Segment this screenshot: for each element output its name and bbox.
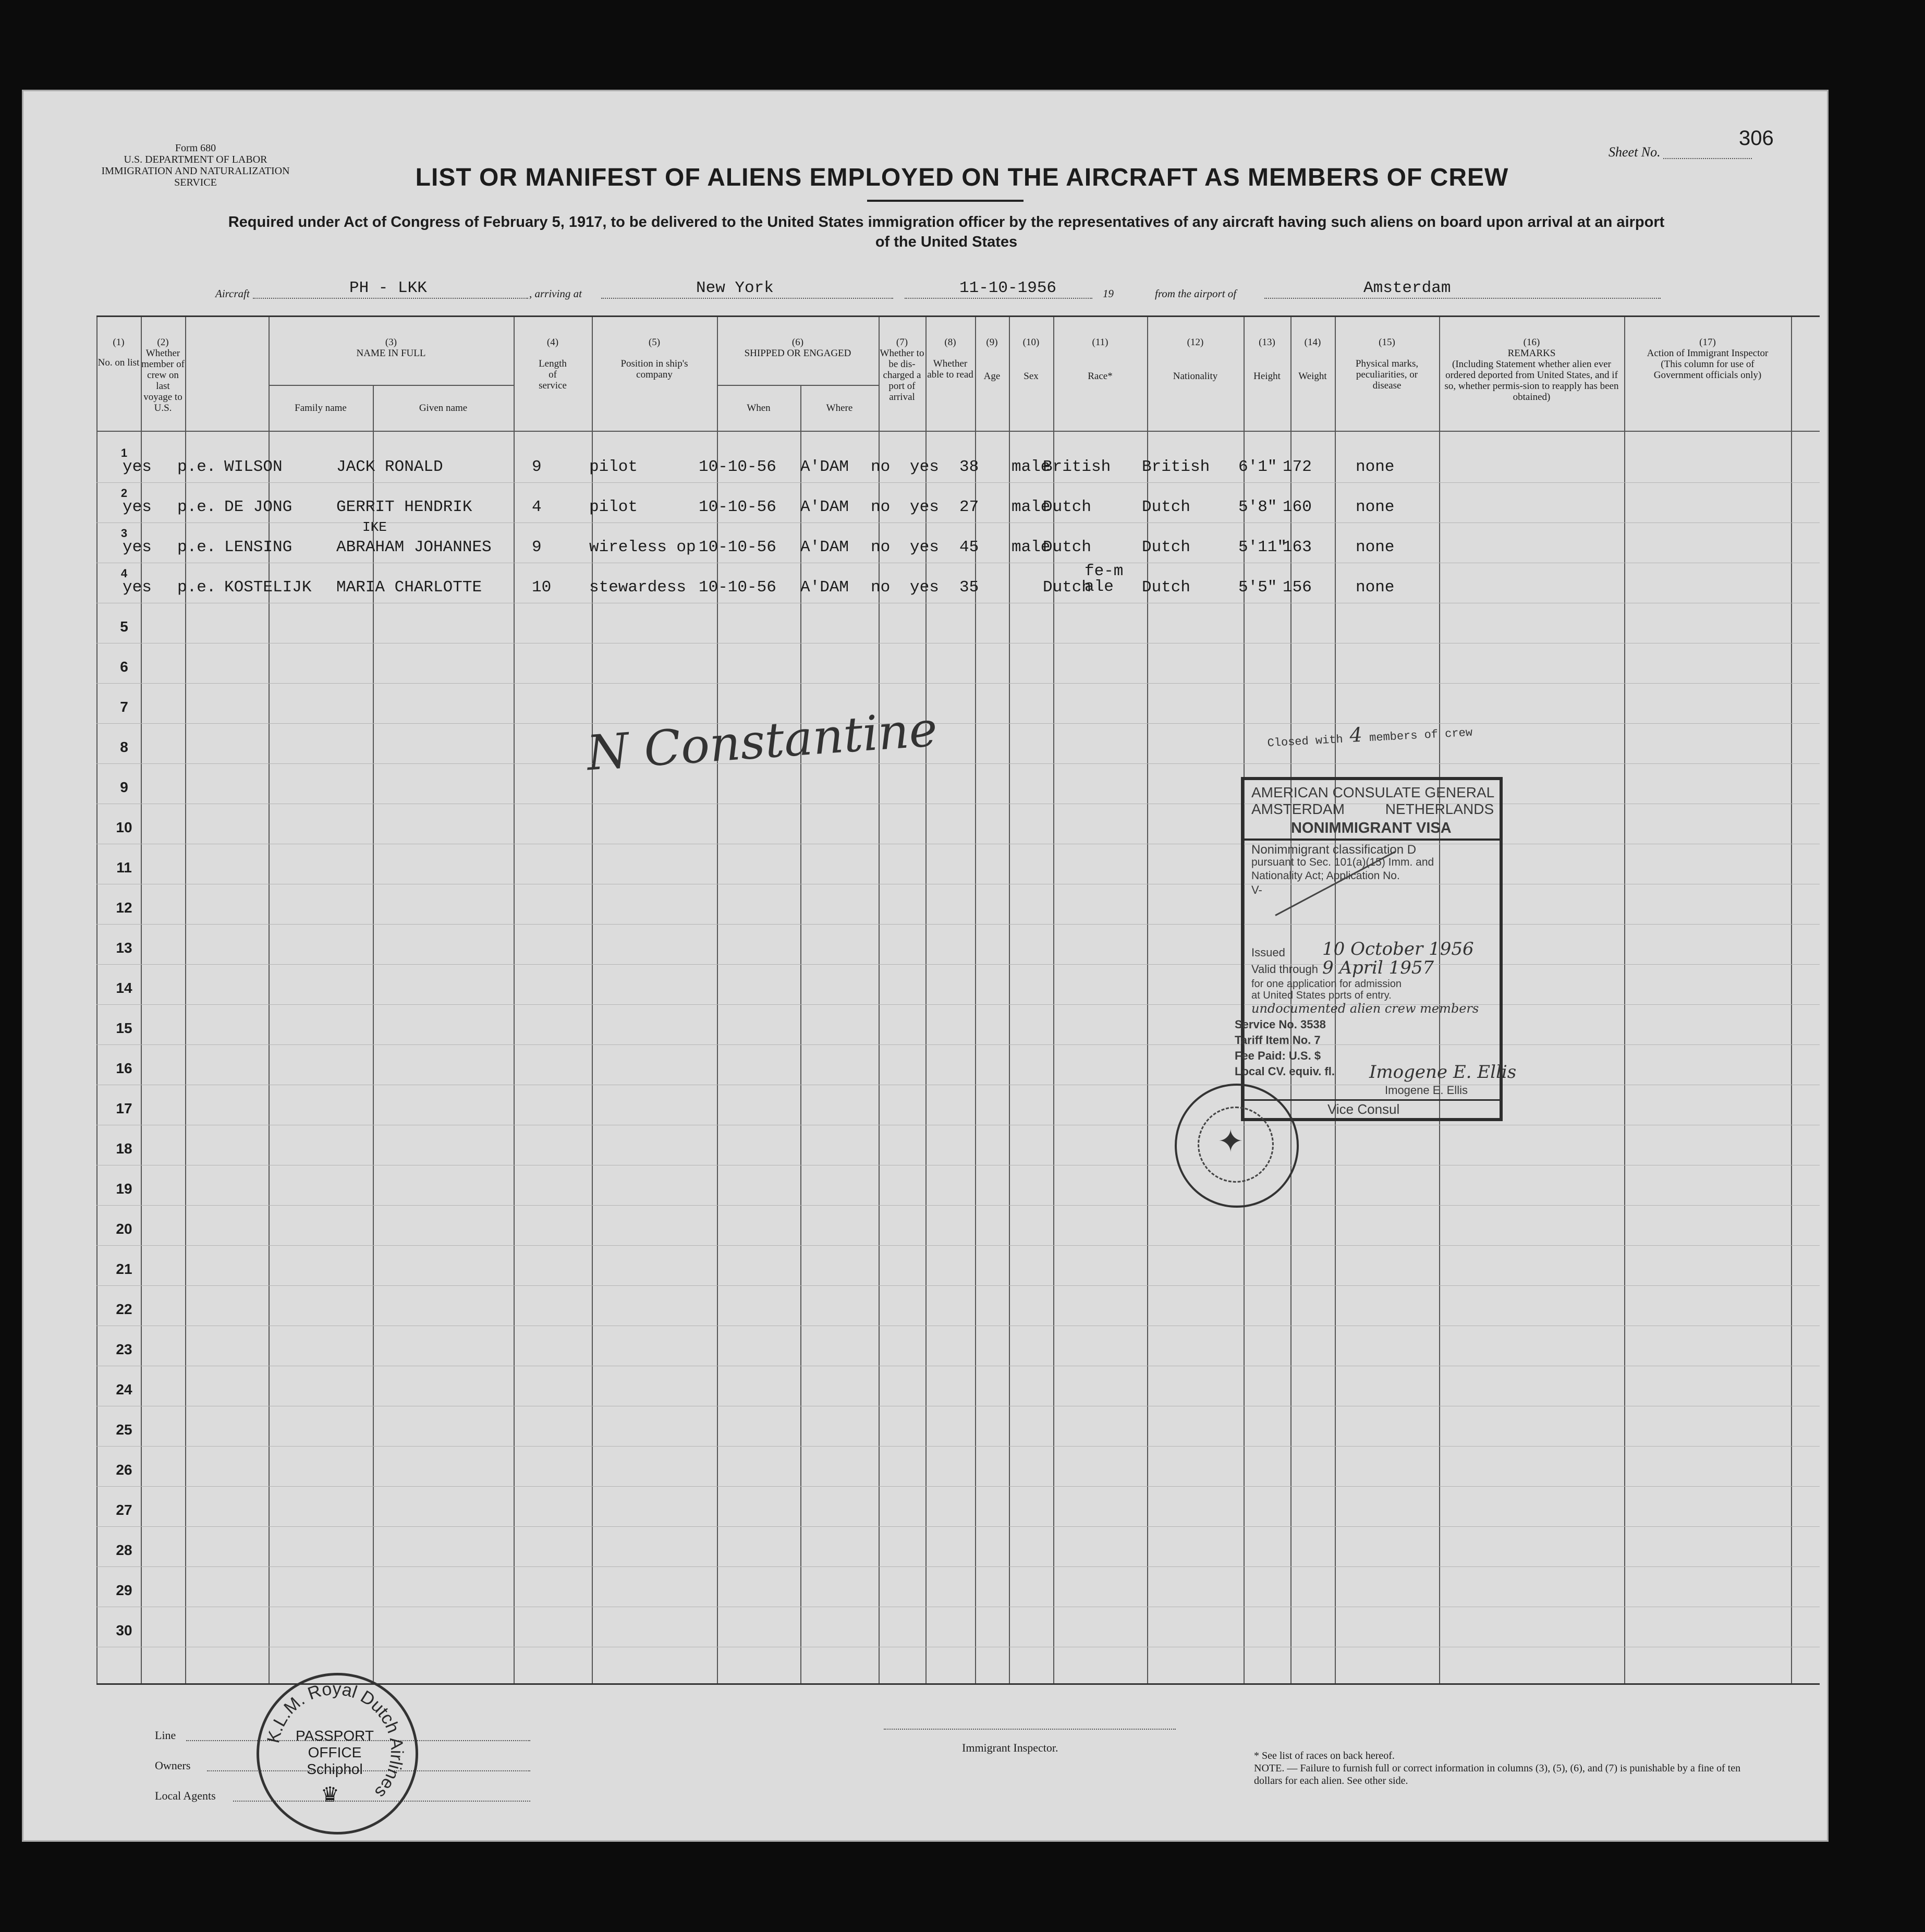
table-row: [96, 1285, 1820, 1286]
row-number: 11: [116, 859, 132, 876]
master-signature: N Constantine: [585, 701, 940, 782]
department: U.S. DEPARTMENT OF LABOR: [124, 154, 267, 165]
year-label: 19: [1103, 287, 1114, 300]
crew-position: pilot: [589, 498, 638, 516]
row-number: 7: [120, 699, 128, 715]
crew-age: 27: [959, 498, 979, 516]
col-17-header: (17) Action of Immigrant Inspector (This column for use of Government officials only): [1647, 337, 1769, 381]
crew-discharged: no: [871, 538, 891, 556]
row-number: 16: [116, 1060, 132, 1076]
closed-note: Closed with 4 members of crew: [1267, 723, 1473, 750]
crew-prior2: p.e.: [177, 458, 216, 476]
sheet-number-line: [1663, 158, 1752, 159]
inspector-dots: [884, 1729, 1176, 1730]
row-number: 12: [116, 900, 132, 916]
row-number: 10: [116, 819, 132, 835]
given-name-header: Given name: [419, 403, 468, 414]
crew-given-note: IKE: [362, 519, 387, 535]
crew-prior: yes: [123, 458, 152, 476]
crew-position: stewardess: [589, 578, 687, 597]
klm-line3: Schiphol: [307, 1761, 363, 1777]
col-9-header: (9) Age: [983, 337, 1001, 382]
crew-prior: yes: [123, 498, 152, 516]
eagle-icon: ✦: [1217, 1124, 1244, 1159]
row-number: 20: [116, 1221, 132, 1237]
consul-seal-stamp: [1175, 1084, 1299, 1208]
crew-when: 10-10-56: [699, 538, 776, 556]
row-number: 24: [116, 1381, 132, 1398]
crew-weight: 163: [1283, 538, 1312, 556]
row-number: 30: [116, 1622, 132, 1638]
crew-read: yes: [910, 578, 939, 597]
col-6-header: (6) SHIPPED OR ENGAGED: [744, 337, 851, 359]
crew-where: A'DAM: [800, 578, 849, 597]
crew-family: LENSING: [224, 538, 293, 556]
manifest-sheet: [22, 90, 1829, 1842]
crew-where: A'DAM: [800, 458, 849, 476]
form-identifier: [96, 142, 295, 188]
crew-table: [96, 315, 1820, 1685]
crew-height: 6'1": [1238, 458, 1277, 476]
row-number: 26: [116, 1462, 132, 1478]
where-header: Where: [826, 403, 853, 414]
crew-marks: none: [1356, 538, 1395, 556]
col-15-header: (15) Physical marks, peculiarities, or disease: [1355, 337, 1419, 391]
crew-read: yes: [910, 498, 939, 516]
footer-note: * See list of races on back hereof. NOTE. — Failure to furnish full or correct information in columns (3), (5), (6), and (7) is punishable by a fine of ten dollars for each alien. See other side.: [1254, 1750, 1741, 1787]
row-number: 21: [116, 1261, 132, 1277]
row-number: 13: [116, 940, 132, 956]
row-number: 9: [120, 779, 128, 795]
col-14-header: (14) Weight: [1298, 337, 1327, 382]
crew-where: A'DAM: [800, 538, 849, 556]
table-row: [96, 723, 1820, 724]
row-number: 15: [116, 1020, 132, 1036]
crew-sex: fe-male: [1085, 562, 1124, 596]
family-name-header: Family name: [295, 403, 347, 414]
crew-service: 9: [532, 458, 542, 476]
page-subtitle: Required under Act of Congress of February 5, 1917, to be delivered to the United States immigration officer by the representatives of any aircraft having such aliens on board upon arrival at an airport of the United States: [228, 214, 1665, 250]
from-line: [1264, 298, 1661, 299]
table-row: [96, 1205, 1820, 1206]
table-row: [96, 482, 1820, 483]
crew-family: WILSON: [224, 458, 283, 476]
service-name: IMMIGRATION AND NATURALIZATION SERVICE: [101, 165, 290, 188]
table-row: [96, 1446, 1820, 1447]
crew-discharged: no: [871, 578, 891, 597]
row-number: 5: [120, 618, 128, 635]
crew-prior: yes: [123, 578, 152, 597]
crew-race: British: [1043, 458, 1111, 476]
sheet-number-label: Sheet No.: [1609, 144, 1661, 160]
owners-label: Owners: [155, 1759, 191, 1772]
row-number: 27: [116, 1502, 132, 1518]
row-number: 18: [116, 1140, 132, 1157]
row-number: 17: [116, 1100, 132, 1116]
crew-read: yes: [910, 538, 939, 556]
when-header: When: [747, 403, 771, 414]
crew-weight: 156: [1283, 578, 1312, 597]
crew-height: 5'5": [1238, 578, 1277, 597]
table-row: [96, 1044, 1820, 1045]
crew-age: 38: [959, 458, 979, 476]
aircraft-line: [253, 298, 528, 299]
row-number: 2: [120, 487, 128, 500]
col-12-header: (12) Nationality: [1173, 337, 1218, 382]
crew-given: GERRIT HENDRIK: [336, 498, 472, 516]
crew-prior2: p.e.: [177, 538, 216, 556]
crew-race: Dutch: [1043, 578, 1092, 597]
row-number: 29: [116, 1582, 132, 1598]
row-number: 1: [120, 446, 128, 459]
col-13-header: (13) Height: [1253, 337, 1281, 382]
date-line: [905, 298, 1092, 299]
crew-position: pilot: [589, 458, 638, 476]
crew-race: Dutch: [1043, 498, 1092, 516]
form-number: Form 680: [175, 142, 216, 154]
crew-read: yes: [910, 458, 939, 476]
crew-service: 10: [532, 578, 552, 597]
col-16-header: (16) REMARKS (Including Statement whether alien ever ordered deported from United States, and if so, whether permis-sion to reapply has been obtained): [1444, 337, 1619, 403]
col-8-header: (8) Whether able to read: [927, 337, 973, 380]
col-11-header: (11) Race*: [1088, 337, 1113, 382]
visa-stamp: AMERICAN CONSULATE GENERAL AMSTERDAM NETHERLANDS NONIMMIGRANT VISA Nonimmigrant classification D pursuant to Sec. 101(a)(15) Imm. and Nationality Act; Application No. V- Issued 10 October 1956 Valid through 9 April 1957 for one application for admission at United States ports of entry. undocumented alien crew members Service No. 3538 Tariff Item No. 7 Fee Paid: U.S. $ Local CV. equiv. fl. Imogene E. Ellis Imogene E. Ellis Vice Consul: [1241, 777, 1503, 1121]
klm-ring-text: K.L.M. Royal Dutch Airlines: [263, 1679, 407, 1802]
crew-marks: none: [1356, 498, 1395, 516]
title-underline: [867, 200, 1024, 202]
crew-sex: male: [1012, 458, 1051, 476]
table-row: [96, 683, 1820, 684]
crew-given: JACK RONALD: [336, 458, 443, 476]
row-number: 3: [120, 527, 128, 540]
col-3-header: (3) NAME IN FULL: [356, 337, 426, 359]
crew-family: KOSTELIJK: [224, 578, 312, 597]
crew-discharged: no: [871, 458, 891, 476]
aircraft-label: Aircraft: [215, 287, 250, 300]
arriving-value: New York: [696, 279, 774, 297]
klm-passport-stamp: [257, 1673, 418, 1834]
table-row: [96, 964, 1820, 965]
crew-age: 35: [959, 578, 979, 597]
crew-race: Dutch: [1043, 538, 1092, 556]
page-title: LIST OR MANIFEST OF ALIENS EMPLOYED ON THE AIRCRAFT AS MEMBERS OF CREW: [415, 164, 1509, 191]
table-row: [96, 924, 1820, 925]
row-number: 19: [116, 1181, 132, 1197]
crew-position: wireless op: [589, 538, 696, 556]
table-row: [96, 1526, 1820, 1527]
row-number: 6: [120, 659, 128, 675]
table-row: [96, 763, 1820, 764]
aircraft-value: PH - LKK: [349, 279, 427, 297]
col-7-header: (7) Whether to be dis-charged a port of arrival: [880, 337, 924, 403]
crew-sex: male: [1012, 538, 1051, 556]
crew-service: 4: [532, 498, 542, 516]
crew-nationality: British: [1142, 458, 1210, 476]
inspector-label: Immigrant Inspector.: [962, 1741, 1058, 1754]
table-row: [96, 1004, 1820, 1005]
table-row: [96, 1245, 1820, 1246]
crew-age: 45: [959, 538, 979, 556]
crew-height: 5'8": [1238, 498, 1277, 516]
row-number: 8: [120, 739, 128, 755]
arriving-line: [601, 298, 893, 299]
crew-height: 5'11": [1238, 538, 1287, 556]
agents-label: Local Agents: [155, 1789, 216, 1802]
crew-sex: male: [1012, 498, 1051, 516]
row-number: 4: [120, 567, 128, 580]
crew-prior2: p.e.: [177, 578, 216, 597]
col-10-header: (10) Sex: [1022, 337, 1040, 382]
row-number: 14: [116, 980, 132, 996]
crew-marks: none: [1356, 458, 1395, 476]
table-row: [96, 1566, 1820, 1567]
klm-line2: OFFICE: [308, 1744, 362, 1760]
crew-weight: 160: [1283, 498, 1312, 516]
arriving-label: , arriving at: [529, 287, 582, 300]
crew-family: DE JONG: [224, 498, 293, 516]
crew-when: 10-10-56: [699, 578, 776, 597]
row-number: 22: [116, 1301, 132, 1317]
crown-icon: ♛: [321, 1783, 339, 1806]
arrival-date: 11-10-1956: [959, 279, 1057, 297]
line-label: Line: [155, 1729, 176, 1742]
crew-nationality: Dutch: [1142, 498, 1191, 516]
row-number: 23: [116, 1341, 132, 1357]
col-1-header: (1) No. on list: [98, 337, 140, 368]
col-5-header: (5) Position in ship's company: [620, 337, 688, 380]
crew-when: 10-10-56: [699, 458, 776, 476]
sheet-number: 306: [1739, 127, 1774, 150]
crew-service: 9: [532, 538, 542, 556]
crew-prior2: p.e.: [177, 498, 216, 516]
from-airport: Amsterdam: [1363, 279, 1451, 297]
col-2-header: (2) Whether member of crew on last voyage to U.S.: [141, 337, 185, 414]
row-number: 28: [116, 1542, 132, 1558]
crew-given: MARIA CHARLOTTE: [336, 578, 482, 597]
from-label: from the airport of: [1155, 287, 1237, 300]
crew-nationality: Dutch: [1142, 538, 1191, 556]
table-row: [96, 1486, 1820, 1487]
crew-weight: 172: [1283, 458, 1312, 476]
crew-nationality: Dutch: [1142, 578, 1191, 597]
klm-line1: PASSPORT: [296, 1728, 374, 1744]
crew-marks: none: [1356, 578, 1395, 597]
crew-when: 10-10-56: [699, 498, 776, 516]
col-4-header: (4) Length of service: [539, 337, 567, 391]
crew-discharged: no: [871, 498, 891, 516]
row-number: 25: [116, 1421, 132, 1438]
crew-given: ABRAHAM JOHANNES: [336, 538, 492, 556]
crew-prior: yes: [123, 538, 152, 556]
crew-where: A'DAM: [800, 498, 849, 516]
